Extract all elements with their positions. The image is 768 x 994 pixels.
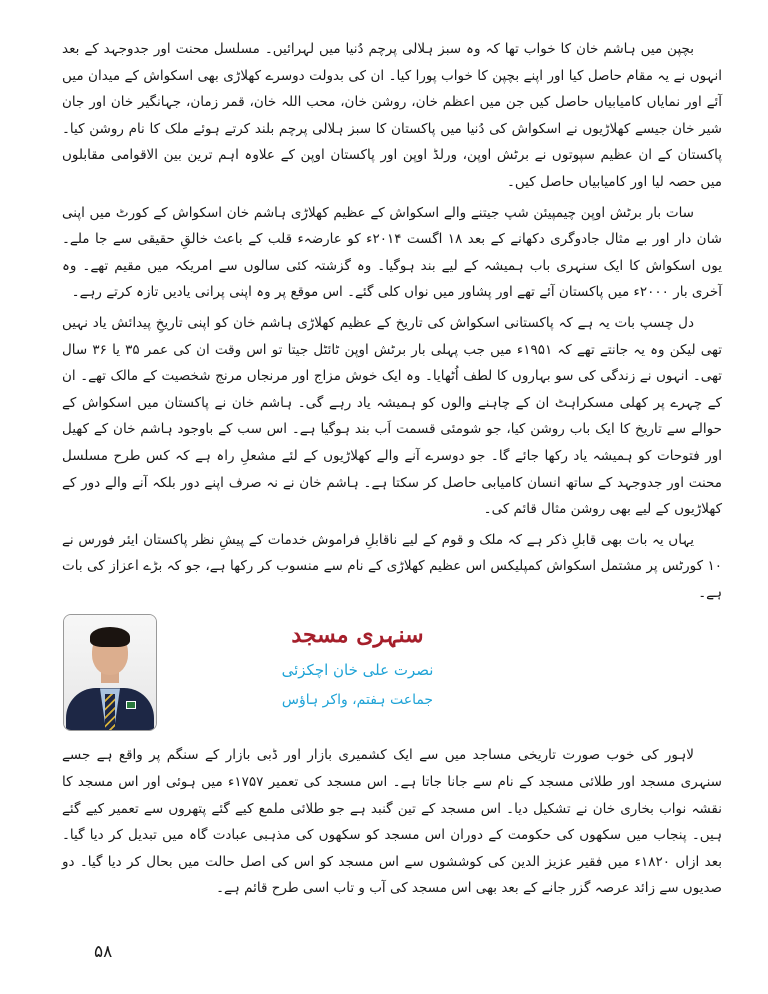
flag-pin-icon	[126, 701, 136, 709]
page-number: ۵۸	[94, 942, 113, 963]
paragraph: لاہور کی خوب صورت تاریخی مساجد میں سے ایک کشمیری بازار اور ڈبی بازار کے سنگم پر واقع ہے جسے سنہری مسجد اور طلائی مسجد کے نام سے جانا جاتا ہے۔ اس مسجد کی تعمیر ۱۷۵۷ء میں ہوئی اور اس مسجد کا نقشہ نواب بخاری خان نے تشکیل دیا۔ اس مسجد کے تین گنبد ہے جو طلائی ملمع کیے گئے پتھروں سے تعمیر کیے گئے ہیں۔ پنجاب میں سکھوں کی حکومت کے دوران اس مسجد کو سکھوں کی مذہبی عبادت گاہ میں تبدیل کر دیا گیا۔ بعد ازاں ۱۸۲۰ء میں فقیر عزیز الدین کی کوششوں سے اس مسجد کو اس کی اصل حالت میں بحال کر دیا گیا۔ دو صدیوں سے زائد عرصہ گزر جانے کے بعد بھی اس مسجد کی آب و تاب اسی طرح قائم ہے۔	[62, 747, 723, 897]
paragraph: سات بار برٹش اوپن چیمپیئن شپ جیتنے والے اسکواش کے عظیم کھلاڑی ہاشم خان اسکواش کے کورٹ میں اپنی شان دار اور بے مثال جادوگری دکھانے کے بعد ۱۸ اگست ۲۰۱۴ء کو عارضہء قلب کے باعث خالقِ حقیقی سے جا ملے۔ یوں اسکواش کا ایک سنہری باب ہمیشہ کے لیے بند ہوگیا۔ وہ گزشتہ کئی سالوں سے امریکہ میں مقیم تھے۔ وہ آخری بار ۲۰۰۰ء میں پاکستان آئے تھے اور پشاور میں نواں کلی گئے۔ اس موقع پر وہ اپنی پرانی یادیں تازہ کرتے رہے۔	[62, 204, 722, 301]
author-photo	[63, 614, 157, 731]
author-name: نصرت علی خان اچکزئی	[281, 661, 434, 680]
article-header	[62, 612, 722, 738]
paragraph: یہاں یہ بات بھی قابلِ ذکر ہے کہ ملک و قوم کے لیے ناقابلِ فراموش خدمات کے پیشِ نظر پاکستان ایئر فورس نے ۱۰ کورٹس پر مشتمل اسکواش کمپلیکس اس عظیم کھلاڑی کے نام سے منسوب کر رکھا ہے، جو کہ بڑے اعزاز کی بات ہے۔	[62, 531, 722, 601]
paragraph: دل چسپ بات یہ ہے کہ پاکستانی اسکواش کی تاریخ کے عظیم کھلاڑی ہاشم خان کو اپنی تاریخِ پیدائش یاد نہیں تھی لیکن وہ یہ جانتے تھے کہ ۱۹۵۱ء میں جب پہلی بار برٹش اوپن ٹائٹل جیتا تو اس وقت ان کی عمر ۳۵ یا ۳۶ سال تھی۔ انہوں نے زندگی کی سو بہاروں کا لطف اُٹھایا۔ وہ ایک خوش مزاج اور مرنجاں مرنج شخصیت کے مالک تھے۔ ان کے چہرے پر کھلی مسکراہٹ ان کے چاہنے والوں کو ہمیشہ یاد رہے گی۔ ہاشم خان نے پاکستان میں اسکواش کے حوالے سے تاریخ کا ایک باب روشن کیا، جو شومئی قسمت اَب بند ہوگیا ہے۔ اس سب کے باوجود ہاشم خان کے کھیل اور فتوحات کو ہمیشہ یاد رکھا جائے گا۔ جو دوسرے آنے والے کھلاڑیوں کے لئے مشعلِ راہ ہے کہ کس طرح مسلسل محنت اور جدوجہد کے ساتھ انسان کامیابی حاصل کر سکتا ہے۔ ہاشم خان نے نہ صرف اپنے دور بلکہ آنے والے دور کے کھلاڑیوں کے لیے بھی روشن مثال قائم کی۔	[62, 314, 723, 518]
author-class: جماعت ہفتم، واکر ہاؤس	[281, 692, 434, 709]
article-title: سنہری مسجد	[291, 622, 424, 649]
paragraph: بچپن میں ہاشم خان کا خواب تھا کہ وہ سبز ہلالی پرچم دُنیا میں لہرائیں۔ مسلسل محنت اور جدوجہد کے بعد انہوں نے یہ مقام حاصل کیا اور اپنے بچپن کا خواب پورا کیا۔ ان کی بدولت دوسرے کھلاڑی بھی اسکواش کے میدان میں آئے اور نمایاں کامیابیاں حاصل کیں جن میں اعظم خان، روشن خان، محب اللہ خان، قمر زمان، جہانگیر خان اور جان شیر خان جیسے کھلاڑیوں نے اسکواش کی دُنیا میں پاکستان کا سبز ہلالی پرچم بلند کرتے ہوئے ملک کا نام روشن کیا۔ پاکستان کے ان عظیم سپوتوں نے برٹش اوپن، ورلڈ اوپن اور پاکستان اوپن کے علاوہ اہم ترین بین الاقوامی مقابلوں میں حصہ لیا اور کامیابیاں حاصل کیں۔	[62, 41, 722, 190]
